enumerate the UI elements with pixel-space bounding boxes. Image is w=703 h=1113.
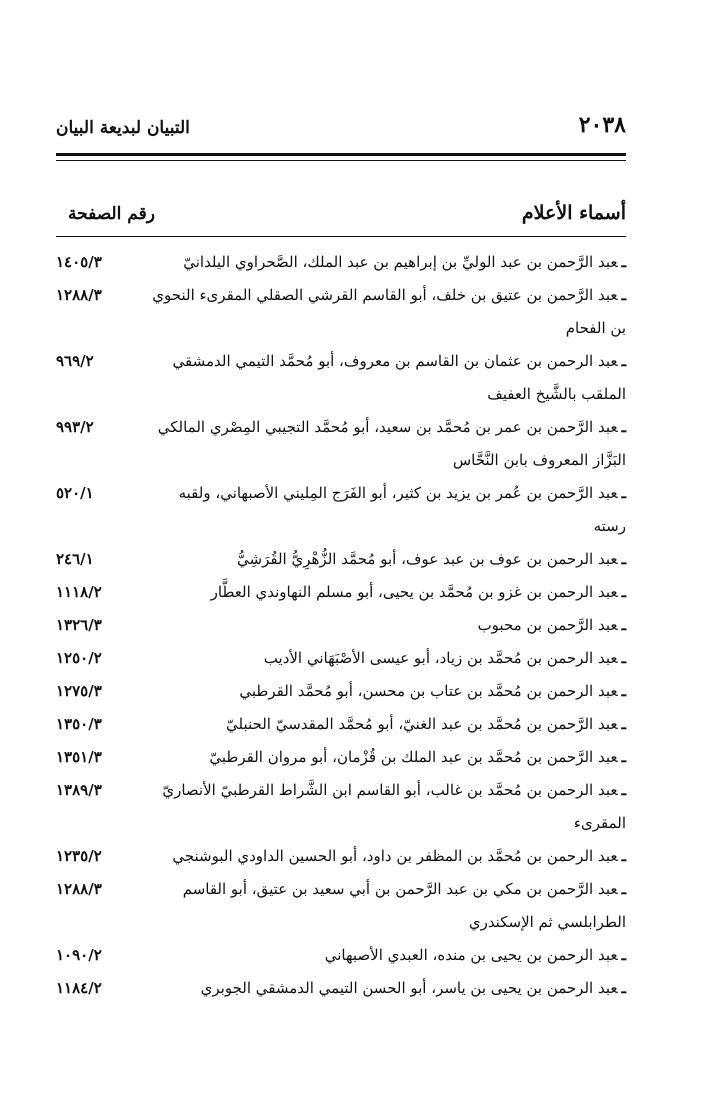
column-headers [56, 202, 626, 232]
entry-page-ref: ١٣٥١/٣ [56, 748, 102, 766]
entry-dash: ـ [621, 748, 626, 766]
entry-page-ref: ٥٢٠/١ [56, 484, 94, 502]
index-entry [56, 246, 626, 279]
entry-name: عبد الرحمن بن مُحمَّد بن زياد، أبو عيسى الأصْبَهَاني الأديب [263, 649, 618, 667]
index-entry [56, 279, 626, 345]
index-entry [56, 939, 626, 972]
entry-dash: ـ [621, 418, 626, 436]
entry-name: عبد الرحمن بن يحيى بن منده، العبدي الأصبهاني [324, 946, 618, 964]
entry-dash: ـ [621, 682, 626, 700]
index-entry [56, 741, 626, 774]
entry-dash: ـ [621, 781, 626, 799]
entry-page-ref: ١٣٢٦/٣ [56, 616, 102, 634]
index-entry [56, 411, 626, 477]
entry-page-ref: ٩٦٩/٢ [56, 352, 94, 370]
entry-name: عبد الرَّحمن بن مكي بن عبد الرَّحمن بن أبي سعيد بن عتيق، أبو القاسم الطرابلسي ثم الإسكندري [182, 880, 626, 931]
entry-dash: ـ [621, 715, 626, 733]
running-header [56, 112, 626, 152]
entry-page-ref: ١٠٩٠/٢ [56, 946, 102, 964]
entry-page-ref: ٢٤٦/١ [56, 550, 94, 568]
index-entry [56, 543, 626, 576]
entry-name: عبد الرحمن بن عوف بن عبد عوف، أبو مُحمَّد الزُّهْرِيُّ القُرَشِيُّ [237, 550, 618, 568]
page-number: ٢٠٣٨ [578, 112, 626, 138]
entry-name: عبد الرَّحمن بن عُمر بن يزيد بن كثير، أبو الفَرَج المِليني الأصبهاني، ولقبه رسته [178, 484, 626, 535]
index-entry [56, 609, 626, 642]
entry-dash: ـ [621, 649, 626, 667]
entry-dash: ـ [621, 484, 626, 502]
index-entry [56, 708, 626, 741]
entry-dash: ـ [621, 352, 626, 370]
entry-dash: ـ [621, 253, 626, 271]
header-rule-thin [56, 160, 626, 161]
entry-name: عبد الرحمن بن مُحمَّد بن عتاب بن محسن، أبو مُحمَّد القرطبي [239, 682, 618, 700]
entry-page-ref: ١١٨٤/٢ [56, 979, 102, 997]
entry-dash: ـ [621, 550, 626, 568]
book-title: التبيان لبديعة البيان [56, 118, 190, 138]
entry-name: عبد الرحمن بن مُحمَّد بن غالب، أبو القاسم ابن الشَّراط القرطبيّ الأنصاريّ المقرىء [162, 781, 626, 832]
entry-page-ref: ١٢٣٥/٢ [56, 847, 102, 865]
index-entry [56, 972, 626, 1005]
entry-dash: ـ [621, 946, 626, 964]
entry-name: عبد الرَّحمن بن عمر بن مُحمَّد بن سعيد، أبو مُحمَّد التجيبي المِصْري المالكي البَزَّاز المعروف بابن النَّحَّاس [157, 418, 626, 469]
entry-name: عبد الرَّحمن بن مُحمَّد بن عبد الملك بن قُزْمان، أبو مروان القرطبيّ [209, 748, 618, 766]
entry-page-ref: ١٣٨٩/٣ [56, 781, 102, 799]
entry-page-ref: ١٣٥٠/٣ [56, 715, 102, 733]
index-entries [56, 246, 626, 1005]
index-entry [56, 576, 626, 609]
index-entry [56, 345, 626, 411]
entry-dash: ـ [621, 880, 626, 898]
index-entry [56, 477, 626, 543]
entry-page-ref: ١٢٨٨/٣ [56, 286, 102, 304]
entry-page-ref: ١٢٥٠/٢ [56, 649, 102, 667]
names-column-header: أسماء الأعلام [521, 202, 626, 224]
entry-page-ref: ٩٩٣/٢ [56, 418, 94, 436]
entry-page-ref: ١٢٧٥/٣ [56, 682, 102, 700]
entry-dash: ـ [621, 847, 626, 865]
entry-dash: ـ [621, 583, 626, 601]
entry-name: عبد الرحمن بن يحيى بن ياسر، أبو الحسن التيمي الدمشقي الجوبري [200, 979, 618, 997]
entry-name: عبد الرَّحمن بن عبد الوليِّ بن إبراهيم بن عبد الملك، الصَّحراوي اليلدانيّ [183, 253, 618, 271]
index-entry [56, 642, 626, 675]
column-header-rule [56, 236, 626, 237]
header-rule-thick [56, 153, 626, 156]
entry-name: عبد الرحمن بن مُحمَّد بن المظفر بن داود، أبو الحسين الداودي البوشنجي [172, 847, 618, 865]
entry-dash: ـ [621, 616, 626, 634]
index-entry [56, 774, 626, 840]
entry-name: عبد الرحمن بن عثمان بن القاسم بن معروف، أبو مُحمَّد التيمي الدمشقي الملقب بالشَّيخ العفيف [172, 352, 626, 403]
entry-page-ref: ١٢٨٨/٣ [56, 880, 102, 898]
index-entry [56, 675, 626, 708]
page-column-header: رقم الصفحة [68, 204, 155, 224]
entry-name: عبد الرَّحمن بن عتيق بن خلف، أبو القاسم القرشي الصقلي المقرىء النحوي بن الفحام [152, 286, 626, 337]
entry-name: عبد الرَّحمن بن مُحمَّد بن عبد الغنيّ، أبو مُحمَّد المقدسيّ الحنبليّ [226, 715, 618, 733]
entry-page-ref: ١١١٨/٢ [56, 583, 102, 601]
entry-dash: ـ [621, 979, 626, 997]
index-entry [56, 840, 626, 873]
entry-name: عبد الرحمن بن غزو بن مُحمَّد بن يحيى، أبو مسلم النهاوندي العطَّار [210, 583, 618, 601]
index-entry [56, 873, 626, 939]
entry-page-ref: ١٤٠٥/٣ [56, 253, 102, 271]
entry-dash: ـ [621, 286, 626, 304]
entry-name: عبد الرَّحمن بن محبوب [477, 616, 618, 634]
